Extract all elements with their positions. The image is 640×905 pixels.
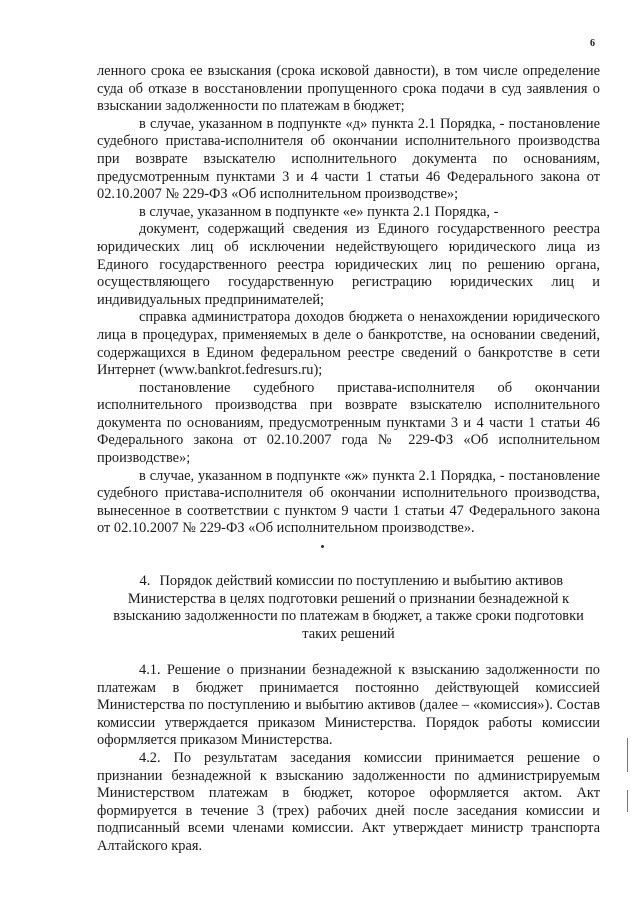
scan-margin-mark xyxy=(627,790,628,812)
paragraph: 4.1. Решение о признании безнадежной к взысканию задолженности по платежам в бюджет принимается постоянно действующей комиссией Министерства по поступлению и выбытию активов (далее – «комиссия»). Состав комиссии утверждается приказом Министерства. Порядок работы комиссии оформляется приказом Министерства. xyxy=(97,662,600,749)
paragraph: 4.2. По результатам заседания комиссии принимается решение о признании безнадежной к взысканию задолженности по администрируемым Министерством платежам в бюджет, которое оформляется актом. Акт формируется в течение 3 (трех) рабочих дней после заседания комиссии и подписанный всеми членами комиссии. Акт утверждает министр транспорта Алтайского края. xyxy=(97,749,600,854)
paragraph: документ, содержащий сведения из Единого государственного реестра юридических лиц об исключении недействующего юридического лица из Единого государственного реестра юридических лиц по решению органа, осуществляющего государственную регистрацию юридических лиц и индивидуальных предпринимателей; xyxy=(97,221,600,308)
page-number: 6 xyxy=(590,38,595,49)
section-number: 4. xyxy=(139,573,151,589)
section-heading xyxy=(97,573,600,643)
section-title: Порядок действий комиссии по поступлению и выбытию активов Министерства в целях подготовки решений о признании безнадежной к взысканию задолженности по платежам в бюджет, а также сроки подготовки таких решений xyxy=(113,573,584,642)
document-body xyxy=(97,63,600,560)
stray-dot xyxy=(97,538,600,560)
paragraph: в случае, указанном в подпункте «е» пункта 2.1 Порядка, - xyxy=(139,203,499,220)
paragraph: постановление судебного пристава-исполнителя об окончании исполнительного производства при возврате взыскателю исполнительного документа по основаниям, предусмотренным пунктами 3 и 4 части 1 статьи 46 Федерального закона от 02.10.2007 года № 229-ФЗ «Об исполнительном производстве»; xyxy=(97,379,600,467)
paragraph: в случае, указанном в подпункте «ж» пункта 2.1 Порядка, - постановление судебного пристава-исполнителя об окончании исполнительного производства, вынесенное в соответствии с пунктом 9 части 1 статьи 47 Федерального закона от 02.10.2007 № 229-ФЗ «Об исполнительном производстве». xyxy=(97,467,600,537)
section-body xyxy=(97,662,600,856)
paragraph: ленного срока ее взыскания (срока исковой давности), в том числе определение суда об отказе в восстановлении пропущенного срока подачи в суд заявления о взыскании задолженности по платежам в бюджет; xyxy=(97,63,600,115)
paragraph: справка администратора доходов бюджета о ненахождении юридического лица в процедурах, применяемых в деле о банкротстве, на основании сведений, содержащихся в Едином федеральном реестре сведений о банкротстве в сети Интернет (www.bankrot.fedresurs.ru); xyxy=(97,309,600,379)
scan-margin-mark xyxy=(627,738,628,772)
paragraph: в случае, указанном в подпункте «д» пункта 2.1 Порядка, - постановление судебного пристава-исполнителя об окончании исполнительного производства при возврате взыскателю исполнительного документа по основаниям, предусмотренным пунктами 3 и 4 части 1 статьи 46 Федерального закона от 02.10.2007 № 229-ФЗ «Об исполнительном производстве»; xyxy=(97,115,600,203)
